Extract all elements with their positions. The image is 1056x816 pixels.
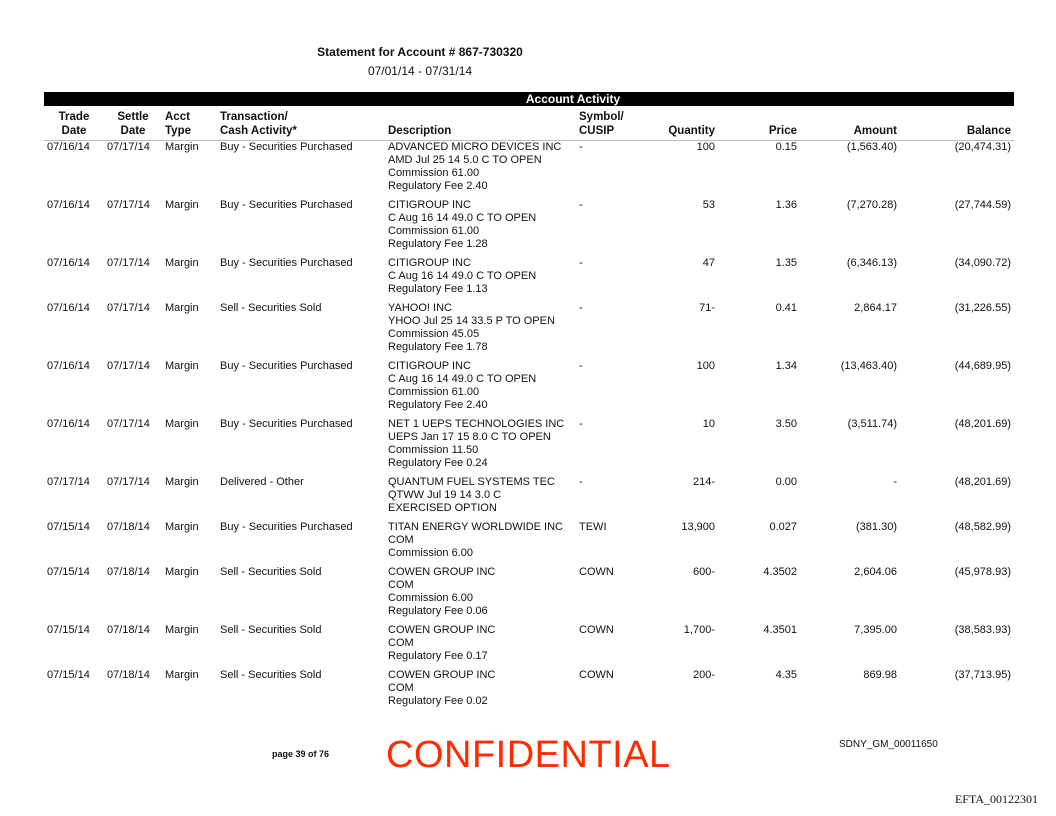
description-line: TITAN ENERGY WORLDWIDE INC	[388, 521, 563, 533]
amount-cell: (3,511.74)	[847, 418, 897, 430]
col-symbol: Symbol/ CUSIP	[576, 110, 648, 141]
description-line: ADVANCED MICRO DEVICES INC	[388, 141, 562, 153]
price-cell: 4.35	[775, 669, 797, 681]
transaction-cell: Buy - Securities Purchased	[220, 199, 353, 211]
amount-cell: -	[893, 476, 897, 488]
trade-date-cell: 07/16/14	[47, 360, 90, 372]
symbol-cell: COWN	[579, 624, 614, 636]
account-activity-table	[44, 110, 1014, 714]
description-line: C Aug 16 14 49.0 C TO OPEN	[388, 212, 537, 224]
table-row	[44, 418, 1014, 476]
statement-period: 07/01/14 - 07/31/14	[367, 64, 473, 78]
description-line: Commission 61.00	[388, 225, 480, 237]
col-transaction: Transaction/ Cash Activity*	[217, 110, 385, 141]
balance-cell: (31,226.55)	[954, 302, 1011, 314]
price-cell: 0.15	[775, 141, 797, 153]
transaction-cell: Buy - Securities Purchased	[220, 257, 353, 269]
trade-date-cell: 07/16/14	[47, 199, 90, 211]
table-row	[44, 476, 1014, 521]
price-cell: 0.41	[775, 302, 797, 314]
transaction-cell: Delivered - Other	[220, 476, 304, 488]
description-line: Commission 6.00	[388, 592, 473, 604]
quantity-cell: 53	[702, 199, 715, 211]
description-line: AMD Jul 25 14 5.0 C TO OPEN	[388, 154, 542, 166]
col-description: Description	[385, 110, 576, 141]
trade-date-cell: 07/17/14	[47, 476, 90, 488]
description-line: Commission 11.50	[388, 444, 479, 456]
amount-cell: 869.98	[863, 669, 897, 681]
acct-type-cell: Margin	[165, 199, 199, 211]
trade-date-cell: 07/16/14	[47, 141, 90, 153]
amount-cell: (6,346.13)	[846, 257, 897, 269]
description-line: COM	[388, 682, 414, 694]
table-row	[44, 257, 1014, 302]
settle-date-cell: 07/18/14	[107, 624, 150, 636]
acct-type-cell: Margin	[165, 418, 199, 430]
trade-date-cell: 07/15/14	[47, 669, 90, 681]
page-number: page 39 of 76	[272, 749, 330, 759]
description-line: EXERCISED OPTION	[388, 502, 497, 514]
balance-cell: (48,582.99)	[954, 521, 1011, 533]
settle-date-cell: 07/18/14	[107, 669, 150, 681]
description-line: Regulatory Fee 2.40	[388, 399, 488, 411]
settle-date-cell: 07/17/14	[107, 360, 150, 372]
col-quantity: Quantity	[648, 110, 718, 141]
symbol-cell: -	[579, 418, 583, 430]
quantity-cell: 600-	[692, 566, 715, 578]
settle-date-cell: 07/17/14	[107, 476, 150, 488]
transaction-cell: Buy - Securities Purchased	[220, 521, 353, 533]
description-line: CITIGROUP INC	[388, 257, 471, 269]
description-line: Regulatory Fee 2.40	[388, 180, 488, 192]
description-line: C Aug 16 14 49.0 C TO OPEN	[388, 270, 537, 282]
quantity-cell: 1,700-	[683, 624, 715, 636]
price-cell: 0.00	[775, 476, 797, 488]
price-cell: 1.35	[775, 257, 797, 269]
balance-cell: (48,201.69)	[954, 418, 1011, 430]
balance-cell: (20,474.31)	[954, 141, 1011, 153]
description-cell	[385, 360, 576, 418]
document-id: SDNY_GM_00011650	[839, 739, 938, 750]
price-cell: 1.34	[775, 360, 797, 372]
trade-date-cell: 07/16/14	[47, 302, 90, 314]
description-line: COM	[388, 579, 414, 591]
account-activity-header	[44, 92, 1014, 106]
description-cell	[385, 257, 576, 302]
table-row	[44, 141, 1014, 200]
symbol-cell: -	[579, 360, 583, 372]
trade-date-cell: 07/15/14	[47, 566, 90, 578]
transaction-cell: Buy - Securities Purchased	[220, 360, 353, 372]
symbol-cell: -	[579, 302, 583, 314]
trade-date-cell: 07/16/14	[47, 257, 90, 269]
acct-type-cell: Margin	[165, 257, 199, 269]
quantity-cell: 100	[696, 141, 715, 153]
symbol-cell: TEWI	[579, 521, 607, 533]
settle-date-cell: 07/18/14	[107, 521, 150, 533]
acct-type-cell: Margin	[165, 302, 199, 314]
description-cell	[385, 521, 576, 566]
description-line: COWEN GROUP INC	[388, 669, 496, 681]
acct-type-cell: Margin	[165, 566, 199, 578]
description-line: QUANTUM FUEL SYSTEMS TEC	[388, 476, 555, 488]
efta-id: EFTA_00122301	[954, 792, 1038, 806]
settle-date-cell: 07/18/14	[107, 566, 150, 578]
description-line: COWEN GROUP INC	[388, 624, 496, 636]
confidential-stamp: CONFIDENTIAL	[386, 734, 671, 776]
symbol-cell: COWN	[579, 669, 614, 681]
balance-cell: (27,744.59)	[954, 199, 1011, 211]
acct-type-cell: Margin	[165, 521, 199, 533]
table-row	[44, 521, 1014, 566]
description-line: COWEN GROUP INC	[388, 566, 496, 578]
transaction-cell: Buy - Securities Purchased	[220, 141, 353, 153]
description-line: YAHOO! INC	[388, 302, 452, 314]
quantity-cell: 200-	[692, 669, 715, 681]
amount-cell: (13,463.40)	[840, 360, 897, 372]
description-line: Commission 61.00	[388, 167, 480, 179]
amount-cell: 2,604.06	[854, 566, 897, 578]
trade-date-cell: 07/15/14	[47, 521, 90, 533]
price-cell: 4.3502	[763, 566, 797, 578]
price-cell: 0.027	[769, 521, 797, 533]
description-cell	[385, 624, 576, 669]
table-row	[44, 566, 1014, 624]
table-body	[44, 141, 1014, 715]
balance-cell: (45,978.93)	[954, 566, 1011, 578]
description-cell	[385, 669, 576, 714]
transaction-cell: Sell - Securities Sold	[220, 566, 322, 578]
settle-date-cell: 07/17/14	[107, 199, 150, 211]
price-cell: 4.3501	[763, 624, 797, 636]
quantity-cell: 10	[702, 418, 715, 430]
quantity-cell: 13,900	[681, 521, 715, 533]
description-line: Commission 45.05	[388, 328, 480, 340]
quantity-cell: 214-	[692, 476, 715, 488]
acct-type-cell: Margin	[165, 624, 199, 636]
description-line: Regulatory Fee 1.13	[388, 283, 488, 295]
description-line: YHOO Jul 25 14 33.5 P TO OPEN	[388, 315, 555, 327]
description-cell	[385, 476, 576, 521]
amount-cell: 7,395.00	[854, 624, 897, 636]
settle-date-cell: 07/17/14	[107, 141, 150, 153]
transaction-cell: Sell - Securities Sold	[220, 669, 322, 681]
description-cell	[385, 199, 576, 257]
table-row	[44, 624, 1014, 669]
description-line: QTWW Jul 19 14 3.0 C	[388, 489, 502, 501]
description-line: UEPS Jan 17 15 8.0 C TO OPEN	[388, 431, 551, 443]
col-balance: Balance	[900, 110, 1014, 141]
quantity-cell: 71-	[699, 302, 715, 314]
amount-cell: (381.30)	[856, 521, 897, 533]
balance-cell: (34,090.72)	[954, 257, 1011, 269]
balance-cell: (48,201.69)	[954, 476, 1011, 488]
table-row	[44, 199, 1014, 257]
quantity-cell: 100	[696, 360, 715, 372]
symbol-cell: COWN	[579, 566, 614, 578]
description-line: Regulatory Fee 0.24	[388, 457, 488, 469]
description-line: Commission 6.00	[388, 547, 473, 559]
table-row	[44, 302, 1014, 360]
settle-date-cell: 07/17/14	[107, 418, 150, 430]
balance-cell: (37,713.95)	[954, 669, 1011, 681]
symbol-cell: -	[579, 476, 583, 488]
settle-date-cell: 07/17/14	[107, 302, 150, 314]
balance-cell: (44,689.95)	[954, 360, 1011, 372]
table-row	[44, 360, 1014, 418]
symbol-cell: -	[579, 199, 583, 211]
price-cell: 3.50	[775, 418, 797, 430]
table-header-row	[44, 110, 1014, 141]
description-line: Regulatory Fee 1.78	[388, 341, 488, 353]
description-line: CITIGROUP INC	[388, 199, 471, 211]
col-settle-date: Settle Date	[104, 110, 162, 141]
settle-date-cell: 07/17/14	[107, 257, 150, 269]
transaction-cell: Sell - Securities Sold	[220, 302, 322, 314]
description-line: Regulatory Fee 0.02	[388, 695, 488, 707]
balance-cell: (38,583.93)	[954, 624, 1011, 636]
acct-type-cell: Margin	[165, 669, 199, 681]
description-line: COM	[388, 637, 414, 649]
symbol-cell: -	[579, 257, 583, 269]
col-acct-type: Acct Type	[162, 110, 217, 141]
quantity-cell: 47	[702, 257, 715, 269]
amount-cell: 2,864.17	[854, 302, 897, 314]
symbol-cell: -	[579, 141, 583, 153]
description-cell	[385, 418, 576, 476]
section-title: Account Activity	[525, 92, 621, 106]
description-line: COM	[388, 534, 414, 546]
price-cell: 1.36	[775, 199, 797, 211]
acct-type-cell: Margin	[165, 476, 199, 488]
description-cell	[385, 141, 576, 200]
col-amount: Amount	[800, 110, 900, 141]
amount-cell: (1,563.40)	[846, 141, 897, 153]
description-line: CITIGROUP INC	[388, 360, 471, 372]
trade-date-cell: 07/15/14	[47, 624, 90, 636]
trade-date-cell: 07/16/14	[47, 418, 90, 430]
statement-title: Statement for Account # 867-730320	[317, 45, 523, 59]
description-line: Commission 61.00	[388, 386, 480, 398]
description-line: Regulatory Fee 0.06	[388, 605, 488, 617]
description-line: Regulatory Fee 1.28	[388, 238, 488, 250]
description-line: NET 1 UEPS TECHNOLOGIES INC	[388, 418, 565, 430]
transaction-cell: Sell - Securities Sold	[220, 624, 322, 636]
description-line: Regulatory Fee 0.17	[388, 650, 488, 662]
col-price: Price	[718, 110, 800, 141]
col-trade-date: Trade Date	[44, 110, 104, 141]
description-cell	[385, 566, 576, 624]
amount-cell: (7,270.28)	[846, 199, 897, 211]
acct-type-cell: Margin	[165, 360, 199, 372]
acct-type-cell: Margin	[165, 141, 199, 153]
description-cell	[385, 302, 576, 360]
table-row	[44, 669, 1014, 714]
description-line: C Aug 16 14 49.0 C TO OPEN	[388, 373, 537, 385]
transaction-cell: Buy - Securities Purchased	[220, 418, 353, 430]
